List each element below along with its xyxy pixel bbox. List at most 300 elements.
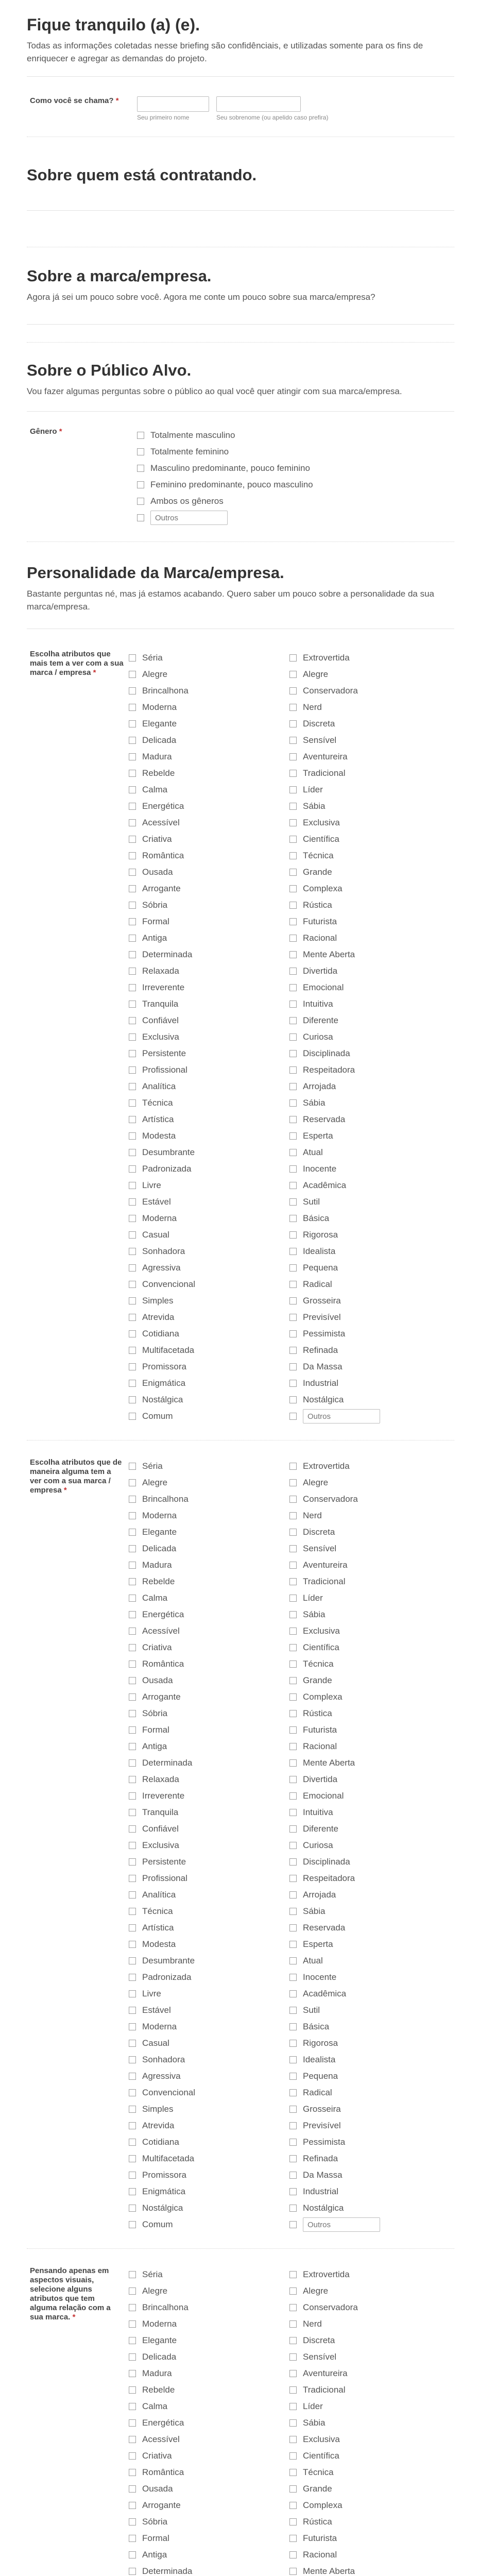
- attribute-option[interactable]: [129, 1788, 289, 1804]
- attribute-option[interactable]: [289, 2019, 454, 2035]
- attribute-option[interactable]: [289, 1606, 454, 1623]
- checkbox[interactable]: [129, 1033, 136, 1041]
- checkbox[interactable]: [129, 2188, 136, 2195]
- checkbox[interactable]: [129, 1628, 136, 1635]
- checkbox[interactable]: [289, 1050, 297, 1057]
- attribute-option[interactable]: [129, 2167, 289, 2183]
- attribute-option[interactable]: [289, 1177, 454, 1194]
- gender-option[interactable]: [137, 460, 313, 477]
- attribute-option[interactable]: [289, 2382, 454, 2398]
- attribute-option[interactable]: [129, 897, 289, 913]
- checkbox[interactable]: [129, 2040, 136, 2047]
- attribute-option[interactable]: [129, 749, 289, 765]
- checkbox[interactable]: [129, 654, 136, 662]
- attribute-option[interactable]: [129, 2349, 289, 2365]
- attribute-option[interactable]: [289, 2150, 454, 2167]
- checkbox[interactable]: [289, 2469, 297, 2476]
- checkbox[interactable]: [129, 2485, 136, 2493]
- checkbox[interactable]: [289, 2122, 297, 2129]
- checkbox[interactable]: [129, 1248, 136, 1255]
- attribute-option[interactable]: [289, 732, 454, 749]
- attribute-option[interactable]: [129, 2266, 289, 2283]
- checkbox[interactable]: [129, 1380, 136, 1387]
- attribute-option[interactable]: [129, 2398, 289, 2415]
- attribute-option[interactable]: [129, 996, 289, 1012]
- attribute-option[interactable]: [129, 1161, 289, 1177]
- checkbox[interactable]: [289, 1842, 297, 1849]
- checkbox[interactable]: [289, 1825, 297, 1833]
- attribute-option[interactable]: [289, 1359, 454, 1375]
- checkbox[interactable]: [129, 2419, 136, 2427]
- checkbox[interactable]: [289, 2073, 297, 2080]
- attribute-option[interactable]: [289, 897, 454, 913]
- attribute-option[interactable]: [289, 1491, 454, 1507]
- checkbox[interactable]: [289, 819, 297, 826]
- checkbox[interactable]: [289, 2386, 297, 2394]
- checkbox[interactable]: [289, 671, 297, 678]
- checkbox[interactable]: [129, 1479, 136, 1486]
- checkbox[interactable]: [289, 770, 297, 777]
- checkbox[interactable]: [129, 1776, 136, 1783]
- attribute-option[interactable]: [289, 1012, 454, 1029]
- checkbox[interactable]: [129, 2568, 136, 2575]
- attribute-option[interactable]: [289, 1788, 454, 1804]
- checkbox[interactable]: [129, 902, 136, 909]
- checkbox[interactable]: [129, 1908, 136, 1915]
- checkbox[interactable]: [289, 1595, 297, 1602]
- checkbox[interactable]: [289, 1875, 297, 1882]
- checkbox[interactable]: [289, 1611, 297, 1618]
- checkbox[interactable]: [137, 481, 144, 488]
- checkbox[interactable]: [129, 1512, 136, 1519]
- attribute-option[interactable]: [129, 1590, 289, 1606]
- attribute-option[interactable]: [129, 2448, 289, 2464]
- checkbox[interactable]: [129, 2518, 136, 2526]
- checkbox[interactable]: [289, 2568, 297, 2575]
- checkbox[interactable]: [129, 1759, 136, 1767]
- attribute-option[interactable]: [129, 1903, 289, 1920]
- checkbox[interactable]: [129, 2073, 136, 2080]
- attribute-option[interactable]: [129, 1359, 289, 1375]
- checkbox[interactable]: [137, 432, 144, 439]
- checkbox[interactable]: [289, 1413, 297, 1420]
- checkbox[interactable]: [289, 2535, 297, 2542]
- attribute-option[interactable]: [129, 716, 289, 732]
- checkbox[interactable]: [129, 687, 136, 694]
- checkbox[interactable]: [289, 1083, 297, 1090]
- gender-option[interactable]: [137, 427, 313, 444]
- attribute-option[interactable]: [129, 1524, 289, 1540]
- checkbox[interactable]: [289, 2436, 297, 2443]
- attribute-option[interactable]: [129, 1821, 289, 1837]
- checkbox[interactable]: [129, 2535, 136, 2542]
- attribute-option[interactable]: [129, 2497, 289, 2514]
- checkbox[interactable]: [129, 1578, 136, 1585]
- checkbox[interactable]: [289, 1677, 297, 1684]
- attribute-option[interactable]: [129, 2415, 289, 2431]
- attribute-option[interactable]: [129, 782, 289, 798]
- checkbox[interactable]: [129, 2502, 136, 2509]
- checkbox[interactable]: [289, 1974, 297, 1981]
- checkbox[interactable]: [289, 1198, 297, 1206]
- checkbox[interactable]: [129, 671, 136, 678]
- checkbox[interactable]: [289, 1248, 297, 1255]
- checkbox[interactable]: [129, 1165, 136, 1173]
- checkbox[interactable]: [129, 1924, 136, 1931]
- attribute-option[interactable]: [129, 2299, 289, 2316]
- checkbox[interactable]: [129, 1001, 136, 1008]
- checkbox[interactable]: [129, 2551, 136, 2558]
- attribute-option[interactable]: [129, 2365, 289, 2382]
- checkbox[interactable]: [129, 803, 136, 810]
- attribute-option[interactable]: [129, 1738, 289, 1755]
- checkbox[interactable]: [289, 2337, 297, 2344]
- checkbox[interactable]: [289, 1908, 297, 1915]
- checkbox[interactable]: [129, 1990, 136, 1997]
- checkbox[interactable]: [289, 1660, 297, 1668]
- gender-option[interactable]: [137, 444, 313, 460]
- checkbox[interactable]: [289, 1809, 297, 1816]
- attribute-option[interactable]: [289, 1887, 454, 1903]
- attribute-option[interactable]: [289, 2448, 454, 2464]
- attribute-option[interactable]: [289, 2514, 454, 2530]
- attribute-option[interactable]: [289, 782, 454, 798]
- checkbox[interactable]: [129, 1529, 136, 1536]
- attribute-option[interactable]: [129, 1243, 289, 1260]
- checkbox[interactable]: [289, 1479, 297, 1486]
- attribute-option[interactable]: [289, 1903, 454, 1920]
- checkbox[interactable]: [289, 1297, 297, 1304]
- attribute-option[interactable]: [289, 1656, 454, 1672]
- checkbox[interactable]: [129, 885, 136, 892]
- checkbox[interactable]: [129, 1116, 136, 1123]
- attribute-option[interactable]: [129, 683, 289, 699]
- checkbox[interactable]: [129, 2403, 136, 2410]
- attribute-option[interactable]: [129, 2019, 289, 2035]
- checkbox[interactable]: [289, 1281, 297, 1288]
- checkbox[interactable]: [289, 1512, 297, 1519]
- checkbox[interactable]: [289, 2139, 297, 2146]
- checkbox[interactable]: [129, 1792, 136, 1800]
- attribute-option[interactable]: [129, 1986, 289, 2002]
- attribute-option[interactable]: [289, 749, 454, 765]
- attribute-option[interactable]: [129, 1210, 289, 1227]
- gender-option[interactable]: [137, 493, 313, 510]
- checkbox[interactable]: [289, 2007, 297, 2014]
- checkbox[interactable]: [129, 968, 136, 975]
- attribute-option[interactable]: [129, 732, 289, 749]
- attribute-option[interactable]: [129, 1656, 289, 1672]
- attribute-option[interactable]: [129, 1045, 289, 1062]
- checkbox[interactable]: [129, 1297, 136, 1304]
- last-name-input[interactable]: [216, 96, 301, 112]
- checkbox[interactable]: [289, 951, 297, 958]
- attribute-option[interactable]: [129, 1953, 289, 1969]
- attribute-option[interactable]: [129, 1293, 289, 1309]
- checkbox[interactable]: [289, 1924, 297, 1931]
- checkbox[interactable]: [289, 1463, 297, 1470]
- checkbox[interactable]: [129, 1891, 136, 1899]
- checkbox[interactable]: [289, 1957, 297, 1964]
- checkbox[interactable]: [289, 1314, 297, 1321]
- checkbox[interactable]: [129, 1050, 136, 1057]
- attribute-option-other[interactable]: [289, 1408, 454, 1425]
- attribute-option[interactable]: [289, 831, 454, 848]
- attribute-option[interactable]: [289, 1969, 454, 1986]
- checkbox[interactable]: [129, 2469, 136, 2476]
- attribute-option[interactable]: [129, 1408, 289, 1425]
- attribute-option[interactable]: [289, 2481, 454, 2497]
- attribute-option[interactable]: [129, 1078, 289, 1095]
- checkbox[interactable]: [289, 1628, 297, 1635]
- checkbox[interactable]: [289, 2518, 297, 2526]
- checkbox[interactable]: [129, 1496, 136, 1503]
- attribute-option[interactable]: [129, 913, 289, 930]
- checkbox[interactable]: [289, 1759, 297, 1767]
- attribute-option[interactable]: [289, 798, 454, 815]
- checkbox[interactable]: [129, 935, 136, 942]
- checkbox[interactable]: [129, 1264, 136, 1272]
- attribute-option[interactable]: [289, 2167, 454, 2183]
- attribute-option[interactable]: [289, 2398, 454, 2415]
- attribute-option[interactable]: [289, 2365, 454, 2382]
- attribute-option[interactable]: [289, 1705, 454, 1722]
- checkbox[interactable]: [289, 2106, 297, 2113]
- attribute-option[interactable]: [289, 1062, 454, 1078]
- checkbox[interactable]: [289, 2188, 297, 2195]
- checkbox[interactable]: [289, 852, 297, 859]
- attribute-option[interactable]: [129, 1111, 289, 1128]
- attribute-option[interactable]: [129, 2117, 289, 2134]
- attribute-option[interactable]: [289, 815, 454, 831]
- checkbox[interactable]: [289, 1644, 297, 1651]
- checkbox[interactable]: [129, 1974, 136, 1981]
- checkbox[interactable]: [289, 1066, 297, 1074]
- checkbox[interactable]: [289, 1990, 297, 1997]
- attribute-option[interactable]: [129, 1854, 289, 1870]
- attribute-option[interactable]: [289, 2415, 454, 2431]
- checkbox[interactable]: [129, 1595, 136, 1602]
- checkbox[interactable]: [129, 1957, 136, 1964]
- attribute-option[interactable]: [289, 963, 454, 979]
- attribute-option[interactable]: [289, 2035, 454, 2052]
- checkbox[interactable]: [129, 1413, 136, 1420]
- attribute-option[interactable]: [289, 1936, 454, 1953]
- attribute-option[interactable]: [289, 1689, 454, 1705]
- attribute-option[interactable]: [129, 2150, 289, 2167]
- checkbox[interactable]: [129, 1149, 136, 1156]
- checkbox[interactable]: [129, 2370, 136, 2377]
- attribute-option[interactable]: [289, 650, 454, 666]
- attribute-option[interactable]: [129, 1029, 289, 1045]
- attribute-option[interactable]: [289, 1095, 454, 1111]
- attribute-option[interactable]: [129, 1606, 289, 1623]
- attribute-option[interactable]: [289, 1986, 454, 2002]
- attribute-option[interactable]: [129, 2431, 289, 2448]
- attribute-option[interactable]: [129, 2563, 289, 2576]
- attribute-option[interactable]: [289, 1953, 454, 1969]
- attribute-option[interactable]: [129, 1144, 289, 1161]
- checkbox[interactable]: [129, 2452, 136, 2460]
- attribute-option[interactable]: [289, 1458, 454, 1475]
- attribute-option[interactable]: [289, 1227, 454, 1243]
- checkbox[interactable]: [129, 1809, 136, 1816]
- checkbox[interactable]: [289, 2056, 297, 2063]
- checkbox[interactable]: [289, 1182, 297, 1189]
- attribute-option[interactable]: [129, 1557, 289, 1573]
- attribute-option[interactable]: [289, 2497, 454, 2514]
- checkbox[interactable]: [289, 1347, 297, 1354]
- attribute-option[interactable]: [289, 1870, 454, 1887]
- attribute-option[interactable]: [129, 2547, 289, 2563]
- attribute-option[interactable]: [129, 1804, 289, 1821]
- attribute-option[interactable]: [289, 930, 454, 946]
- attribute-option[interactable]: [289, 2183, 454, 2200]
- attribute-option[interactable]: [129, 2200, 289, 2216]
- attribute-option[interactable]: [129, 1392, 289, 1408]
- checkbox[interactable]: [129, 704, 136, 711]
- attribute-option[interactable]: [289, 2299, 454, 2316]
- checkbox[interactable]: [289, 935, 297, 942]
- checkbox[interactable]: [289, 1529, 297, 1536]
- attribute-option[interactable]: [289, 1342, 454, 1359]
- attribute-option[interactable]: [129, 2514, 289, 2530]
- attribute-option[interactable]: [289, 1161, 454, 1177]
- checkbox[interactable]: [289, 984, 297, 991]
- checkbox[interactable]: [289, 2271, 297, 2278]
- attribute-option[interactable]: [129, 815, 289, 831]
- checkbox[interactable]: [129, 2304, 136, 2311]
- attribute-option[interactable]: [289, 1722, 454, 1738]
- checkbox[interactable]: [129, 2056, 136, 2063]
- checkbox[interactable]: [289, 1726, 297, 1734]
- checkbox[interactable]: [129, 2320, 136, 2328]
- attribute-option[interactable]: [289, 1111, 454, 1128]
- checkbox[interactable]: [289, 2419, 297, 2427]
- checkbox[interactable]: [129, 737, 136, 744]
- attribute-option[interactable]: [129, 1672, 289, 1689]
- attribute-option[interactable]: [289, 2068, 454, 2084]
- attribute-option[interactable]: [289, 1128, 454, 1144]
- checkbox[interactable]: [289, 687, 297, 694]
- checkbox[interactable]: [289, 1743, 297, 1750]
- attribute-option[interactable]: [289, 2349, 454, 2365]
- checkbox[interactable]: [289, 1792, 297, 1800]
- checkbox[interactable]: [129, 1083, 136, 1090]
- checkbox[interactable]: [129, 1017, 136, 1024]
- checkbox[interactable]: [289, 1363, 297, 1370]
- attribute-option-other[interactable]: [289, 2216, 454, 2233]
- attribute-option[interactable]: [289, 1029, 454, 1045]
- checkbox[interactable]: [129, 1396, 136, 1403]
- checkbox[interactable]: [289, 2155, 297, 2162]
- checkbox[interactable]: [289, 1017, 297, 1024]
- attribute-option[interactable]: [129, 979, 289, 996]
- attribute-option[interactable]: [129, 2464, 289, 2481]
- attribute-option[interactable]: [289, 880, 454, 897]
- checkbox[interactable]: [129, 2106, 136, 2113]
- checkbox[interactable]: [289, 786, 297, 793]
- first-name-input[interactable]: [137, 96, 209, 112]
- attribute-option[interactable]: [289, 2002, 454, 2019]
- attribute-option[interactable]: [289, 1524, 454, 1540]
- attribute-option[interactable]: [129, 699, 289, 716]
- checkbox[interactable]: [289, 2023, 297, 2030]
- checkbox[interactable]: [129, 2271, 136, 2278]
- checkbox[interactable]: [129, 1693, 136, 1701]
- attribute-option[interactable]: [289, 1309, 454, 1326]
- attribute-option[interactable]: [129, 1936, 289, 1953]
- attribute-option[interactable]: [289, 864, 454, 880]
- checkbox[interactable]: [129, 2353, 136, 2361]
- attribute-option[interactable]: [289, 716, 454, 732]
- checkbox[interactable]: [129, 1198, 136, 1206]
- attribute-option[interactable]: [289, 1672, 454, 1689]
- attribute-option[interactable]: [129, 2002, 289, 2019]
- attribute-option[interactable]: [129, 2530, 289, 2547]
- checkbox[interactable]: [129, 770, 136, 777]
- attribute-option[interactable]: [289, 1260, 454, 1276]
- checkbox[interactable]: [129, 951, 136, 958]
- checkbox[interactable]: [289, 1215, 297, 1222]
- checkbox[interactable]: [289, 1693, 297, 1701]
- checkbox[interactable]: [129, 2337, 136, 2344]
- checkbox[interactable]: [137, 465, 144, 472]
- attribute-option[interactable]: [289, 1210, 454, 1227]
- attribute-option[interactable]: [289, 1475, 454, 1491]
- attribute-option[interactable]: [129, 2183, 289, 2200]
- attribute-option[interactable]: [289, 1573, 454, 1590]
- attribute-option[interactable]: [289, 1326, 454, 1342]
- checkbox[interactable]: [289, 1380, 297, 1387]
- attribute-option[interactable]: [289, 2332, 454, 2349]
- attribute-option[interactable]: [129, 1458, 289, 1475]
- checkbox[interactable]: [129, 1842, 136, 1849]
- checkbox[interactable]: [289, 2089, 297, 2096]
- attribute-option[interactable]: [129, 930, 289, 946]
- checkbox[interactable]: [129, 1858, 136, 1866]
- checkbox[interactable]: [129, 2205, 136, 2212]
- attribute-option[interactable]: [129, 765, 289, 782]
- attribute-option[interactable]: [289, 1755, 454, 1771]
- checkbox[interactable]: [289, 968, 297, 975]
- checkbox[interactable]: [289, 654, 297, 662]
- attribute-option[interactable]: [129, 1309, 289, 1326]
- attribute-option[interactable]: [129, 1375, 289, 1392]
- checkbox[interactable]: [289, 1033, 297, 1041]
- checkbox[interactable]: [129, 1677, 136, 1684]
- attribute-option[interactable]: [129, 1705, 289, 1722]
- attribute-option[interactable]: [129, 1260, 289, 1276]
- attribute-option[interactable]: [289, 1557, 454, 1573]
- checkbox[interactable]: [129, 2089, 136, 2096]
- attribute-option[interactable]: [129, 1920, 289, 1936]
- attribute-option[interactable]: [289, 1045, 454, 1062]
- attribute-option[interactable]: [289, 946, 454, 963]
- attribute-option[interactable]: [289, 2052, 454, 2068]
- attribute-option[interactable]: [129, 1128, 289, 1144]
- checkbox[interactable]: [289, 704, 297, 711]
- attribute-option[interactable]: [129, 2084, 289, 2101]
- gender-option-other[interactable]: [137, 510, 313, 526]
- checkbox[interactable]: [289, 1858, 297, 1866]
- attribute-option[interactable]: [129, 666, 289, 683]
- attribute-option[interactable]: [129, 2134, 289, 2150]
- checkbox[interactable]: [129, 720, 136, 727]
- checkbox[interactable]: [129, 1363, 136, 1370]
- checkbox[interactable]: [289, 1496, 297, 1503]
- checkbox[interactable]: [289, 2205, 297, 2212]
